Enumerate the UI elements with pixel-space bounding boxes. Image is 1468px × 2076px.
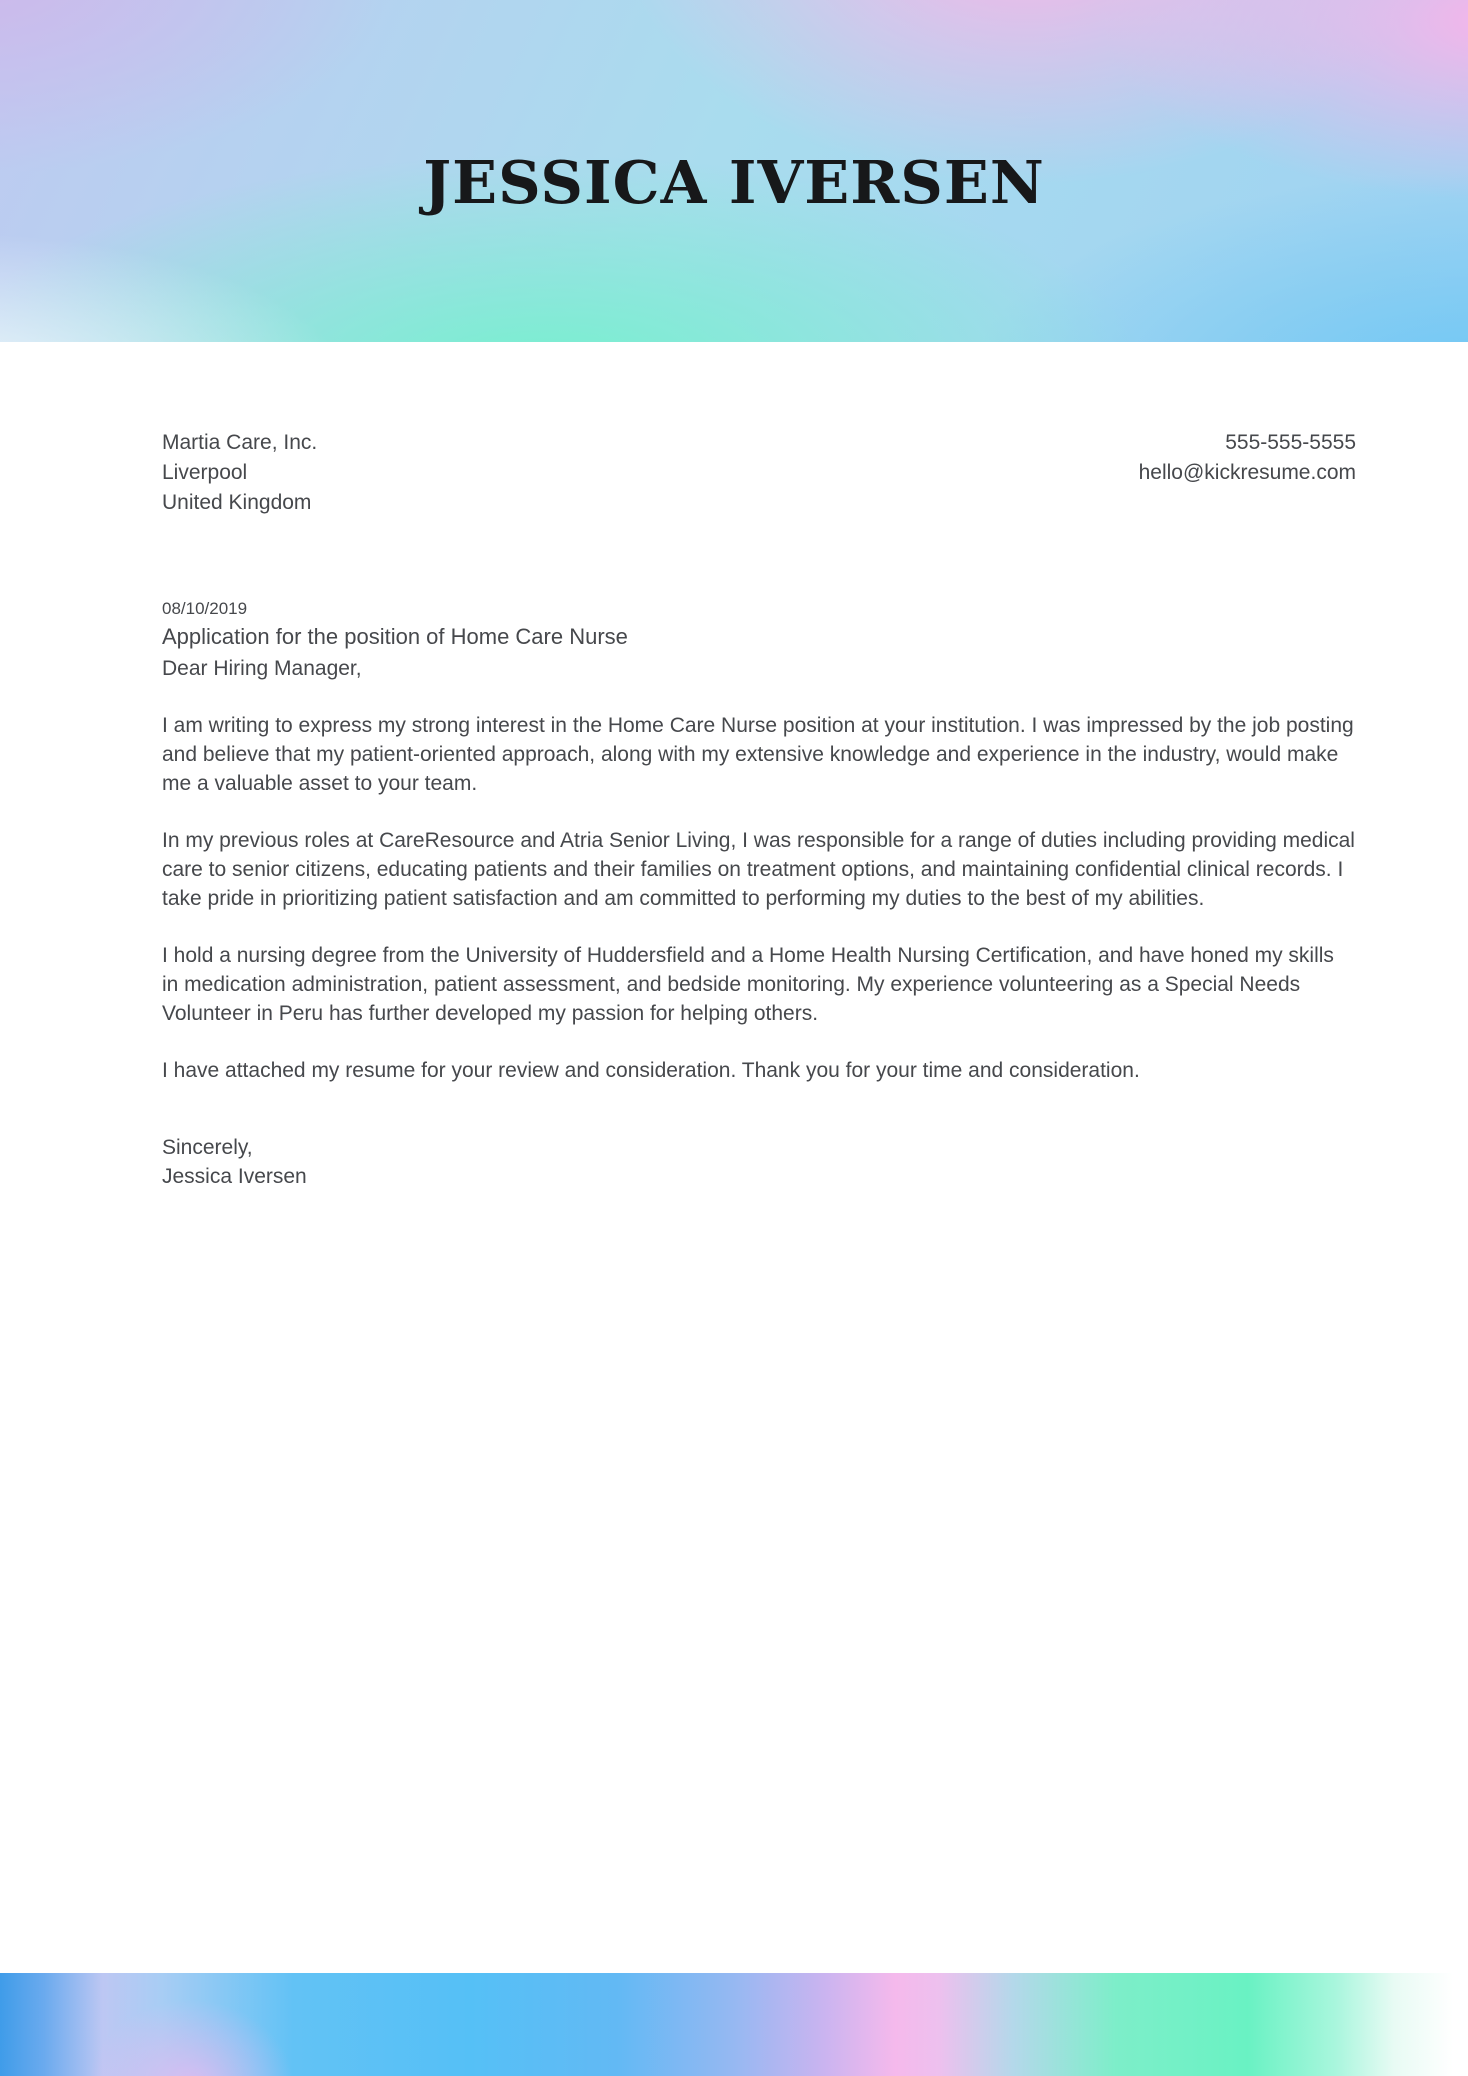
paragraph-2: In my previous roles at CareResource and Atria Senior Living, I was responsible for a range of duties including providing medical care to senior citizens, educating patients and their families on treatment options, and maintaining confidential clinical records. I take pride in prioritizing patient satisfaction and am committed to performing my duties to the best of my abilities. [162, 829, 1355, 910]
recipient-country: United Kingdom [162, 491, 312, 514]
recipient-block [162, 428, 317, 518]
letter-content [0, 342, 1468, 1192]
address-row [162, 428, 1356, 518]
recipient-company: Martia Care, Inc. [162, 431, 318, 454]
candidate-name: JESSICA IVERSEN [423, 147, 1045, 217]
letter-subject: Application for the position of Home Care Nurse [162, 624, 628, 649]
recipient-city: Liverpool [162, 461, 248, 484]
letter-date: 08/10/2019 [162, 599, 248, 618]
sender-phone: 555-555-5555 [1225, 431, 1356, 454]
signature-name: Jessica Iversen [162, 1165, 307, 1188]
paragraph-4: I have attached my resume for your review and consideration. Thank you for your time and consideration. [162, 1059, 1140, 1082]
paragraph-1: I am writing to express my strong interest in the Home Care Nurse position at your institution. I was impressed by the job posting and believe that my patient-oriented approach, along with my extensive knowledge and experience in the industry, would make me a valuable asset to your team. [162, 714, 1354, 795]
header-banner [0, 0, 1468, 342]
salutation: Dear Hiring Manager, [162, 657, 362, 680]
closing: Sincerely, [162, 1136, 253, 1159]
footer-banner [0, 1973, 1468, 2076]
sender-email: hello@kickresume.com [1138, 461, 1356, 484]
paragraph-3: I hold a nursing degree from the University of Huddersfield and a Home Health Nursing Certification, and have honed my skills in medication administration, patient assessment, and bedside monitoring. My experience volunteering as a Special Needs Volunteer in Peru has further developed my passion for helping others. [162, 944, 1334, 1025]
sender-contact-block [1139, 428, 1356, 488]
